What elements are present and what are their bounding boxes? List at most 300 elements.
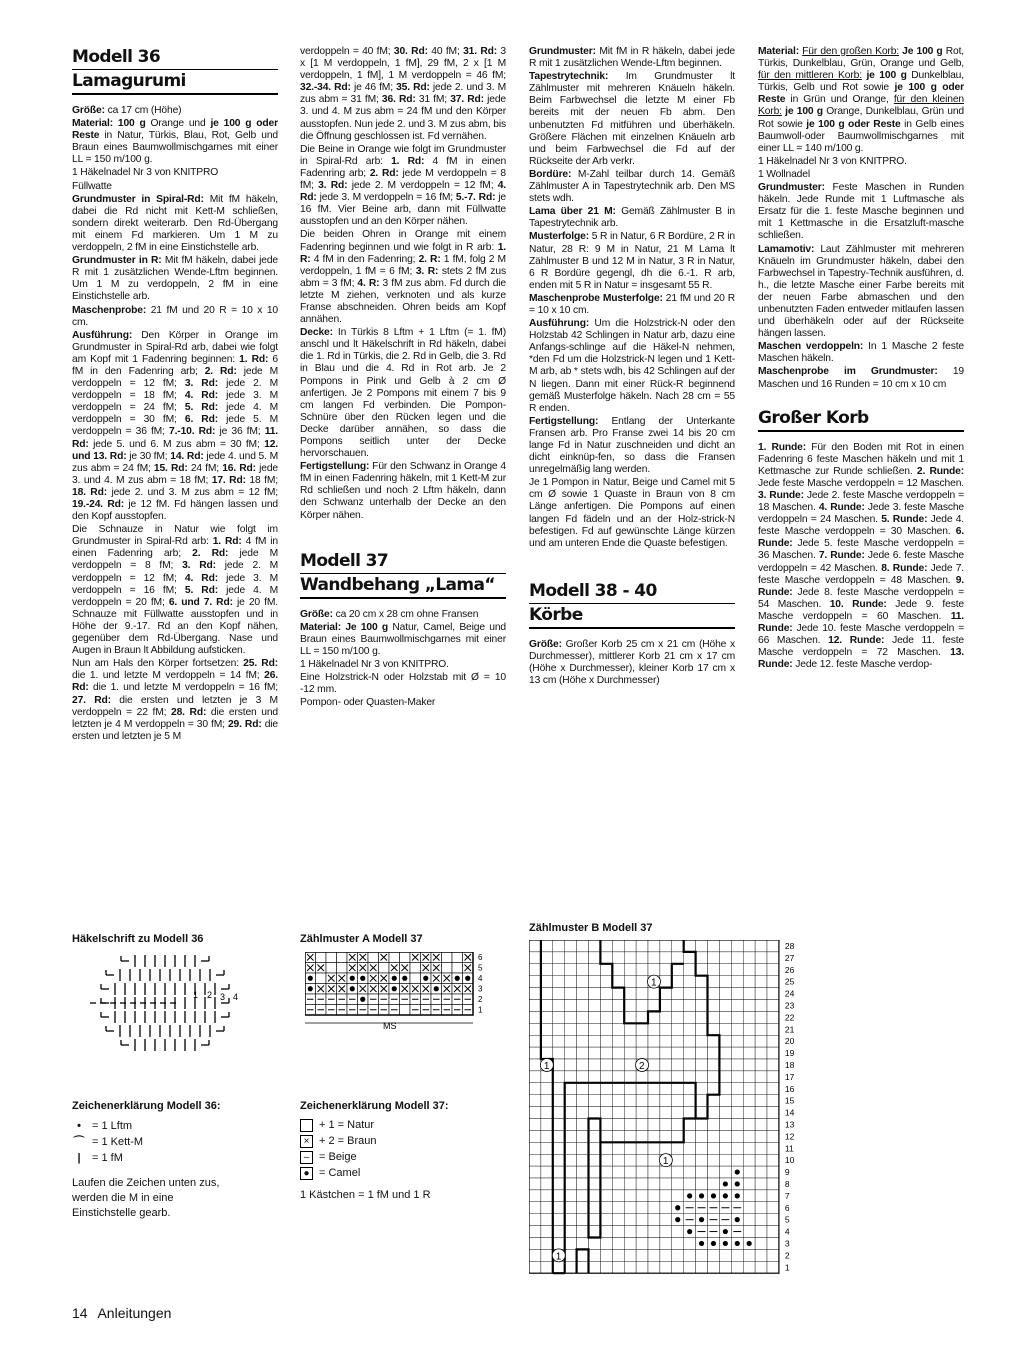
text-run: Grundmuster in Spiral-Rd: [72,193,204,205]
text-run: 21 fM und 20 R = 10 x 10 cm. [72,304,278,328]
text-run: 4. R: [357,277,380,289]
text-run: Größe: [529,638,562,650]
grid-cell [684,1047,696,1059]
marker-number: 1 [543,1060,550,1072]
grid-cell [553,1059,565,1071]
grid-cell [636,1178,648,1190]
grid-cell [743,1261,755,1273]
grid-cell [600,1238,612,1250]
grid-cell [731,976,743,988]
grid-cell [612,1059,624,1071]
grid-cell [648,988,660,1000]
row-number: 19 [784,1048,795,1059]
grid-cell [755,1071,767,1083]
text-run: Material: [758,46,799,57]
grid-cell [589,1190,601,1202]
grid-cell [612,1238,624,1250]
grid-cell [541,1178,553,1190]
grid-cell [743,964,755,976]
grid-cell [577,988,589,1000]
text-run: Lama über 21 M: [529,206,616,218]
text-run: Grundmuster in R: [72,255,162,267]
grid-cell [636,1047,648,1059]
grid-cell [696,940,708,952]
grid-cell [755,1107,767,1119]
text-run: 19.-24. Rd: [72,499,125,510]
grid-cell [708,1011,720,1023]
grid-cell [672,1035,684,1047]
grid-cell [636,940,648,952]
grid-cell [672,1071,684,1083]
text-run: je 30 fM; [126,450,171,462]
grid-cell [767,1226,779,1238]
text-run: 1 fM, folg 2 M verdoppeln, 1 fM = 6 fM; [300,253,506,277]
grid-cell [672,1190,684,1202]
grid-cell [648,1178,660,1190]
grid-cell [708,1095,720,1107]
paragraph [72,167,278,179]
grid-cell [529,1190,541,1202]
legend-36 [72,1098,272,1221]
text-run: Füllwatte [72,180,112,192]
grid-cell [565,1083,577,1095]
grid-cell [755,1011,767,1023]
grid-cell [553,1261,565,1273]
grid-cell [624,1130,636,1142]
paragraph [72,255,278,303]
text-run: 18 fM; [245,474,278,486]
text-run: 4. Runde: [818,502,865,514]
grid-cell [600,1226,612,1238]
grid-cell [612,988,624,1000]
row-number: 8 [784,1179,790,1189]
text-run: je 100 g [781,106,823,118]
grid-cell [660,952,672,964]
grid-cell [565,976,577,988]
grid-cell [719,940,731,952]
grid-cell [648,1000,660,1012]
grid-cell [755,940,767,952]
grid-cell [589,1238,601,1250]
grid-cell [708,1119,720,1131]
natur-swatch-icon [300,1119,313,1132]
grid-cell [660,1130,672,1142]
grid-cell [767,1035,779,1047]
grid-cell [577,1011,589,1023]
row-number: 3 [784,1238,790,1249]
text-run: Grundmuster: [529,46,596,57]
grid-cell [636,1226,648,1238]
text-run: jede 2. und 3. M zus abm = 31 fM; [300,82,507,106]
grid-cell [743,1142,755,1154]
text-run: 1 Häkelnadel Nr 3 von KNITPRO. [758,155,907,167]
paragraph [758,341,964,365]
grid-cell [636,1095,648,1107]
text-run: Material: Je 100 g [300,621,389,633]
grid-cell [743,940,755,952]
text-run: 30. Rd: [393,46,428,57]
camel-mark [723,1193,728,1198]
legend-37-natur: + 1 = Natur [300,1117,500,1133]
grid-cell [589,1059,601,1071]
grid-cell [767,1154,779,1166]
model-37-title: Modell 37 [300,550,506,574]
grid-cell [767,976,779,988]
grid-cell [410,973,421,984]
grid-cell [731,1261,743,1273]
grid-cell [565,1202,577,1214]
legend-36-note: Laufen die Zeichen unten zus, werden die M in eine Einstichstelle gearb. [72,1177,220,1219]
grid-cell [767,1142,779,1154]
grid-cell [529,1011,541,1023]
text-run: 17. Rd: [211,474,246,486]
grid-cell [648,1059,660,1071]
grid-cell [708,952,720,964]
grid-cell [565,964,577,976]
grid-cell [624,964,636,976]
grid-cell [565,1238,577,1250]
row-number: 28 [784,941,795,951]
grid-cell [400,1005,411,1016]
camel-mark [465,976,470,981]
grid-cell [660,976,672,988]
slip-stitch-icon: ⌒ [73,1136,85,1148]
camel-mark [711,1241,716,1246]
text-run: die ersten und letzten je 5 M [72,718,278,742]
grid-cell [684,940,696,952]
grid-cell [660,1249,672,1261]
grid-cell [553,1035,565,1047]
camel-mark [735,1169,740,1174]
grid-cell [755,1083,767,1095]
grid-cell [684,1023,696,1035]
grid-cell [577,952,589,964]
grid-cell [696,1011,708,1023]
grid-cell [708,1107,720,1119]
text-run: 8. Runde: [881,562,928,574]
grid-cell [589,1226,601,1238]
text-run: 1 Häkelnadel Nr 3 von KNITPRO [72,167,219,179]
grid-cell [541,1047,553,1059]
row-number: 25 [784,976,795,987]
text-run: 29. Rd: [227,718,262,730]
single-crochet-icon: | [77,1152,81,1164]
text-run: Die beiden Ohren in Orange mit einem Fadenring beginnen und wie folgt in R arb: [300,229,506,253]
text-run: jede 3. und 4. M zus abm = 18 fM; [72,462,278,486]
camel-mark [723,1181,728,1186]
grid-cell [636,1035,648,1047]
grid-cell [731,1023,743,1035]
grid-cell [731,1011,743,1023]
grid-cell [565,1095,577,1107]
grid-cell [565,940,577,952]
grid-cell [612,1047,624,1059]
grid-cell [589,1154,601,1166]
grid-cell [589,1214,601,1226]
text-run: Großer Korb 25 cm x 21 cm (Höhe x Durchmesser), mittlerer Korb 21 cm x 17 cm (Höhe x Durchmesser), kleiner Korb 17 cm x 13 cm (Höhe x Durchmesser) [529,638,735,687]
text-run: 40 fM; [427,46,464,57]
grid-cell [612,1166,624,1178]
grid-cell [767,1059,779,1071]
grid-cell [743,1095,755,1107]
crochet-diagram-36 [70,955,260,1055]
text-run: je 100 g [861,70,907,82]
text-run: Mit fM häkeln, dabei jede R mit 1 zusätzlichen Wende-Lftm beginnen. Um 1 M zu verdoppeln, 2 fM in eine Einstichstelle arb. [72,255,278,303]
grid-cell [612,1083,624,1095]
text-run: je 100 g oder Reste [758,82,964,106]
grid-cell [589,952,601,964]
text-run: 4. Rd: [184,572,219,584]
text-run: 32.-34. Rd: [300,82,351,94]
text-run: Die Schnauze in Natur wie folgt im Grundmuster in Spiral-Rd arb: [72,524,278,548]
camel-mark [308,976,313,981]
grid-cell [553,940,565,952]
text-run: Für den Schwanz in Orange 4 fM in einen Fadenring häkeln, mit 1 Kett-M zur Rd schließen und noch 2 Lftm häkeln, dann den Schwanz unterhalb der Decke an den Körper nähen. [300,461,506,521]
grid-cell [648,1023,660,1035]
text-run: In Türkis 8 Lftm + 1 Lftm (= 1. fM) anschl und lt Häkelschrift in Rd häkeln, dabei die 1. Rd in Türkis, die 2. Rd in Gelb, die 3. Rd in Blau und die 4. Rd in Rot arb. Je 2 Pompons in Pink und Gelb à 2 cm Ø anfertigen. Je 2 Pompons mit einem 7 bis 9 cm langen Fd verbinden. Die Pompon-Schnüre über den Rücken legen und die Decke darüber annähen, so dass die Pompons seitlich unter der Decke hervorschauen. [300,327,506,460]
legend-37-braun: × + 2 = Braun [300,1133,500,1149]
grid-cell [624,1107,636,1119]
paragraph [529,206,735,230]
model-37-heading [300,550,506,599]
paragraph [758,366,964,390]
grid-cell [541,1000,553,1012]
grid-cell [541,1035,553,1047]
grid-cell [743,1023,755,1035]
grid-cell [577,1142,589,1154]
grid-cell [672,1000,684,1012]
text-run: jede 3. und 4. M zus abm = 24 fM und den Körper ausstopfen. Nun jede 2. und 3. M zus abm, bis die Öffnung geschlossen ist. Fd vernähen. [300,94,506,142]
camel-mark [675,1205,680,1210]
legend-37-note: 1 Kästchen = 1 fM und 1 R [300,1189,431,1201]
grid-cell [696,1130,708,1142]
text-run: 31 fM; [415,94,451,106]
grid-cell [648,1190,660,1202]
camel-mark [699,1217,704,1222]
grid-cell [767,1166,779,1178]
grid-cell [684,964,696,976]
text-run: Gemäß Zählmuster B in Tapestrytechnik arb. [529,206,735,230]
row-number: 24 [784,988,795,999]
text-run: 3. Runde: [758,490,804,501]
row-number: 18 [784,1060,795,1070]
grid-cell [600,1011,612,1023]
grid-cell [529,964,541,976]
grid-cell [589,1130,601,1142]
grid-cell [612,976,624,988]
grid-cell [731,1095,743,1107]
column-2 [300,46,506,710]
paragraph [300,659,506,671]
grid-cell [672,1249,684,1261]
camel-mark [711,1193,716,1198]
grid-cell [708,1059,720,1071]
grid-cell [684,1154,696,1166]
column-1 [72,46,278,744]
grid-cell [553,1083,565,1095]
grid-cell [553,976,565,988]
paragraph [300,46,506,143]
grid-cell [589,1202,601,1214]
grid-cell [624,1226,636,1238]
grid-cell [636,1119,648,1131]
grid-cell [755,1095,767,1107]
grid-cell [612,1119,624,1131]
model-37-text-cont [529,46,735,550]
grid-cell [743,1071,755,1083]
grid-cell [767,1023,779,1035]
marker-number: 1 [555,1251,562,1263]
text-run: stets 2 fM zus abm = 3 fM; [300,265,506,289]
camel-mark [392,976,397,981]
grid-cell [708,1023,720,1035]
text-run: 1. R: [300,241,506,265]
grid-cell [660,1261,672,1273]
paragraph [72,330,278,524]
grid-cell [672,964,684,976]
grid-cell [600,1154,612,1166]
text-run: 5.-7. Rd: [455,192,496,204]
text-run: Entlang der Unterkante Fransen arb. Pro Franse zwei 14 bis 20 cm lange Fd in Natur zuschneiden und dicht an dicht einknüp-fen, so dass die Fransen unregelmäßig lang werden. [529,415,735,476]
grid-cell [624,1261,636,1273]
grid-cell [767,1261,779,1273]
grid-cell [672,988,684,1000]
grid-cell [755,1238,767,1250]
grid-cell [624,1178,636,1190]
grid-cell [541,1130,553,1142]
grid-cell [636,1011,648,1023]
grid-cell [624,1202,636,1214]
grid-cell [648,1214,660,1226]
grid-cell [755,1166,767,1178]
marker-number: 1 [662,1156,669,1168]
text-run: 5. Rd: [184,584,219,596]
grid-cell [767,1095,779,1107]
legend-37-camel: ● = Camel [300,1165,500,1181]
grid-cell [684,1249,696,1261]
grid-cell [719,1261,731,1273]
grid-cell [636,976,648,988]
grid-cell [731,1154,743,1166]
paragraph [300,229,506,326]
text-run: Mit fM in R häkeln, dabei jede R mit 1 zusätzlichen Wende-Lftm beginnen. [529,46,735,70]
model-37-subtitle: Wandbehang „Lama“ [300,574,506,599]
grid-cell [589,1249,601,1261]
grid-cell [600,1083,612,1095]
grid-cell [660,1238,672,1250]
text-run: M-Zahl teilbar durch 14. Gemäß Zählmuster A in Tapestrytechnik arb. Den MS stets wdh. [529,168,735,205]
model-36-text [72,105,278,743]
paragraph [300,461,506,521]
grid-cell [660,1035,672,1047]
text-run: 28. Rd: [171,706,207,718]
grid-cell [731,1047,743,1059]
grid-cell [636,952,648,964]
grid-cell [767,1202,779,1214]
text-run: Fertigstellung: [529,415,599,427]
grid-cell [684,1035,696,1047]
grid-cell [755,1000,767,1012]
grid-cell [696,1261,708,1273]
model-38-text-cont [758,46,964,391]
grid-cell [612,1000,624,1012]
row-number: 6 [784,1202,790,1213]
paragraph [72,118,278,166]
grid-cell [684,952,696,964]
grid-cell [743,1226,755,1238]
grid-cell [410,963,421,974]
grid-cell [565,1000,577,1012]
grid-cell [660,1000,672,1012]
grid-cell [755,1154,767,1166]
grid-cell [624,1083,636,1095]
grid-cell [529,1249,541,1261]
grid-cell [624,1214,636,1226]
grid-cell [553,964,565,976]
grid-cell [636,1202,648,1214]
grid-cell [731,1059,743,1071]
grid-cell [529,1238,541,1250]
grid-cell [529,1107,541,1119]
grid-cell [767,964,779,976]
grid-cell [612,1249,624,1261]
grid-cell [624,1000,636,1012]
legend-36-item-lftm: • = 1 Lftm [72,1118,272,1134]
text-run: 3 fM zus abm. Fd durch die letzte M ziehen, verknoten und als kurze Franse abschneiden. Ohren beids am Kopf annähen. [300,277,506,326]
grid-cell [529,1083,541,1095]
text-run: für den kleinen Korb: [758,94,964,118]
grid-cell [589,1261,601,1273]
grid-cell [672,1226,684,1238]
grid-cell [660,1095,672,1107]
grid-cell [708,964,720,976]
grid-cell [565,1261,577,1273]
grid-cell [541,1095,553,1107]
text-run: 26. Rd: [72,670,278,694]
grid-cell [684,1130,696,1142]
legend-36-item-fm: | = 1 fM [72,1150,272,1166]
grid-cell [719,1130,731,1142]
text-run: die ersten und letzten je 3 M verdoppeln = 22 fM; [72,694,278,718]
text-run: Jede feste Masche verdoppeln = 12 Maschen. [758,477,964,489]
round-label-3: 3 [220,992,226,1002]
grid-cell [696,1107,708,1119]
chart-b-caption: Zählmuster B Modell 37 [529,922,653,934]
grid-cell [636,1154,648,1166]
model-36-title: Modell 36 [72,46,278,70]
text-run: Dunkelblau, Türkis, Gelb und Rot sowie [758,70,964,94]
model-36-subtitle: Lamagurumi [72,70,278,95]
row-number: 3 [478,984,483,994]
row-number: 6 [478,953,483,962]
grid-cell [624,988,636,1000]
grid-cell [541,1119,553,1131]
text-run: 1. Rd: [391,155,425,167]
text-run: Ausführung: [72,329,133,341]
grid-cell [684,1178,696,1190]
grid-cell [326,963,337,974]
text-run: 1. Runde: [758,441,807,453]
grid-cell [565,988,577,1000]
row-number: 1 [478,1005,483,1015]
grid-cell [755,1190,767,1202]
grid-cell [589,1000,601,1012]
model-37-text [300,609,506,710]
grid-cell [541,1011,553,1023]
grid-cell [589,1142,601,1154]
grid-cell [636,1000,648,1012]
row-number: 22 [784,1012,795,1023]
